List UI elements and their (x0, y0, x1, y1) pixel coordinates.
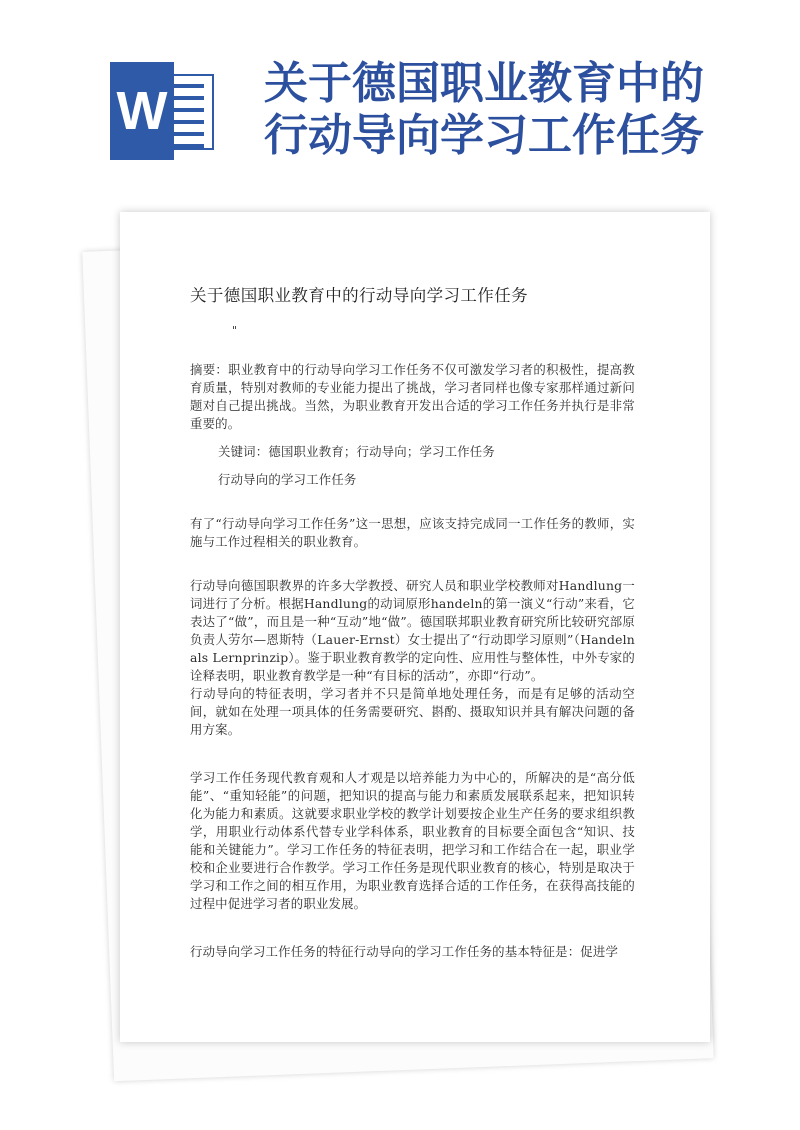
paragraph-2: 行动导向德国职教界的许多大学教授、研究人员和职业学校教师对Handlung一词进行了分析。根据Handlung的动词原形handeln的第一演义“行动”来看，它表达了“做”，而且是一种“互动”地“做”。德国联邦职业教育研究所比较研究部原负责人劳尔—恩斯特（Lauer-Ernst）女士提出了“行动即学习原则”（Handeln als Lernprinzip）。鉴于职业教育教学的定向性、应用性与整体性，中外专家的诠释表明，职业教育教学是一种“有目标的活动”，亦即“行动”。 (190, 578, 635, 683)
paragraph-3: 行动导向的特征表明，学习者并不只是简单地处理任务，而是有足够的活动空间，就如在处理一项具体的任务需要研究、斟酌、摄取知识并具有解决问题的备用方案。 (190, 686, 635, 737)
paragraph-4: 学习工作任务现代教育观和人才观是以培养能力为中心的，所解决的是“高分低能”、“重知轻能”的问题，把知识的提高与能力和素质发展联系起来，把知识转化为能力和素质。这就要求职业学校的教学计划要按企业生产任务的要求组织教学，用职业行动体系代替专业学科体系，职业教育的目标要全面包含“知识、技能和关键能力”。学习工作任务的特征表明，把学习和工作结合在一起，职业学校和企业要进行合作教学。学习工作任务是现代职业教育的核心，特别是取决于学习和工作之间的相互作用，为职业教育选择合适的工作任务，在获得高技能的过程中促进学习者的职业发展。 (190, 770, 635, 911)
paragraph-1: 有了“行动导向学习工作任务”这一思想，应该支持完成同一工作任务的教师，实施与工作过程相关的职业教育。 (190, 516, 635, 549)
word-logo-icon (110, 62, 214, 160)
document-page (120, 212, 710, 1042)
word-logo-letter: W (110, 62, 174, 160)
paragraph-5: 行动导向学习工作任务的特征行动导向的学习工作任务的基本特征是：促进学 (190, 944, 619, 959)
section-heading: 行动导向的学习工作任务 (218, 472, 357, 487)
abstract-paragraph: 摘要：职业教育中的行动导向学习工作任务不仅可激发学习者的积极性，提高教育质量，特别对教师的专业能力提出了挑战，学习者同样也像专家那样通过新问题对自己提出挑战。当然，为职业教育开发出合适的学习工作任务并执行是非常重要的。 (190, 362, 635, 431)
document-title: 关于德国职业教育中的行动导向学习工作任务 (190, 286, 528, 305)
quote-mark: " (232, 324, 238, 337)
document-body (190, 282, 635, 961)
keywords-line: 关键词：德国职业教育；行动导向；学习工作任务 (218, 444, 495, 459)
page-title: 关于德国职业教育中的行动导向学习工作任务 (264, 58, 704, 161)
